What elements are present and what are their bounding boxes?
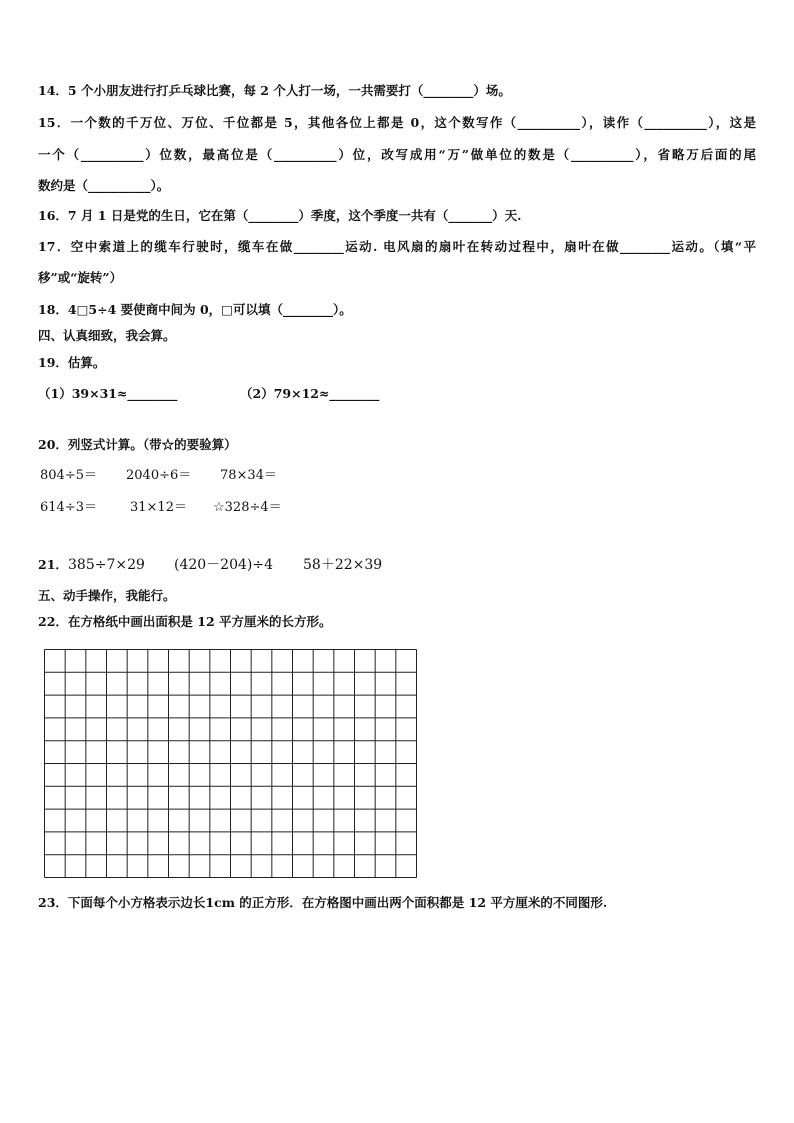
question-19-part-1: （1）39×31≈________ [38, 386, 178, 401]
question-15-line-2: 一个（__________）位数，最高位是（__________）位，改写成用“万”做单位的数是（__________），省略万后面的尾 [38, 147, 756, 162]
q21-item-3: 58＋22×39 [303, 557, 383, 573]
question-15-line-1: 15．一个数的千万位、万位、千位都是 5，其他各位上都是 0，这个数写作（__________），读作（__________），这是 [38, 115, 756, 130]
question-17-line-1: 17．空中索道上的缆车行驶时，缆车在做________运动. 电风扇的扇叶在转动过程中，扇叶在做________运动。（填“平 [38, 239, 756, 254]
section-4-heading: 四、认真细致，我会算。 [38, 328, 176, 343]
q20-item-6: ☆328÷4＝ [213, 500, 282, 515]
question-15-line-3: 数约是（__________）。 [38, 178, 170, 193]
question-14: 14．5 个小朋友进行打乒乓球比赛，每 2 个人打一场，一共需要打（________）场。 [38, 83, 511, 98]
question-18: 18．4□5÷4 要使商中间为 0，□可以填（________）。 [38, 302, 352, 317]
q20-item-4: 614÷3＝ [40, 500, 97, 515]
question-19-title: 19．估算。 [38, 355, 106, 370]
q20-item-5: 31×12＝ [130, 500, 187, 515]
q21-item-2: (420－204)÷4 [174, 557, 274, 573]
question-22: 22．在方格纸中画出面积是 12 平方厘米的长方形。 [38, 614, 332, 629]
question-17-line-2: 移”或“旋转”） [38, 270, 123, 285]
question-19-part-2: （2）79×12≈________ [240, 386, 380, 401]
question-21-label: 21． [38, 557, 68, 572]
q20-item-2: 2040÷6＝ [126, 468, 192, 483]
question-16: 16．7 月 1 日是党的生日，它在第（________）季度，这个季度一共有（_______）天. [38, 208, 522, 223]
question-20-title: 20．列竖式计算。（带☆的要验算） [38, 437, 237, 452]
q21-item-1: 385÷7×29 [68, 557, 145, 573]
q20-item-3: 78×34＝ [220, 468, 277, 483]
question-23: 23．下面每个小方格表示边长1cm 的正方形．在方格图中画出两个面积都是 12 平方厘米的不同图形. [38, 895, 608, 910]
q20-item-1: 804÷5＝ [40, 468, 97, 483]
square-grid[interactable] [44, 649, 418, 879]
section-5-heading: 五、动手操作，我能行。 [38, 588, 176, 603]
